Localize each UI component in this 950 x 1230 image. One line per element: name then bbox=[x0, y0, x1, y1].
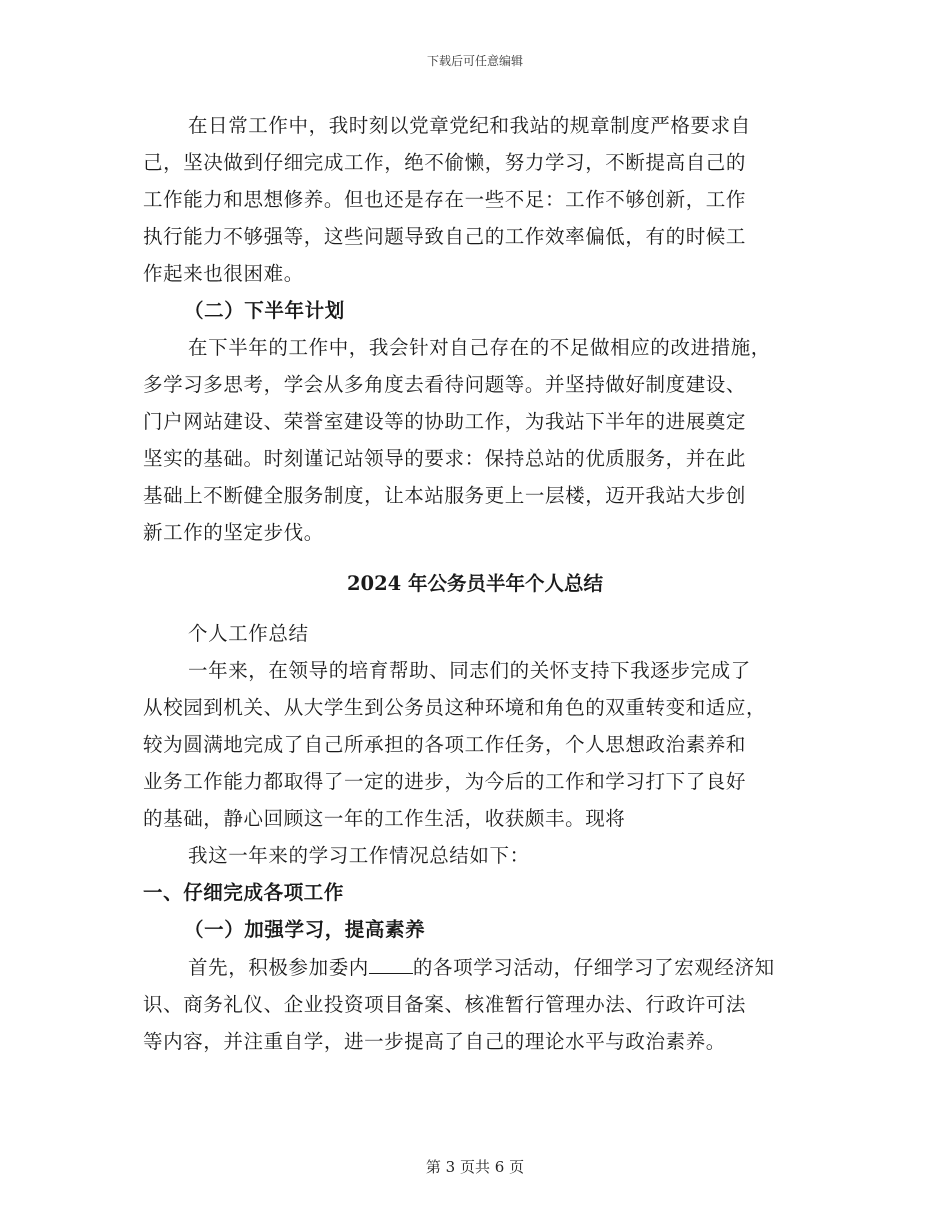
paragraph-line: 我这一年来的学习工作情况总结如下： bbox=[188, 844, 530, 867]
page-footer: 第 3 页共 6 页 bbox=[425, 1158, 525, 1176]
paragraph-line: 业务工作能力都取得了一定的进步，为今后的工作和学习打下了良好 bbox=[143, 770, 747, 793]
text-segment: 首先，积极参加委内 bbox=[188, 956, 369, 979]
subtitle: 个人工作总结 bbox=[188, 622, 309, 645]
paragraph-line: 较为圆满地完成了自己所承担的各项工作任务，个人思想政治素养和 bbox=[143, 733, 747, 756]
section-heading-1: 一、仔细完成各项工作 bbox=[143, 881, 345, 904]
blank-underline bbox=[369, 955, 413, 974]
paragraph-line: 等内容，并注重自学，进一步提高了自己的理论水平与政治素养。 bbox=[143, 1030, 726, 1053]
text-segment: 的各项学习活动，仔细学习了宏观经济知 bbox=[412, 956, 775, 979]
paragraph-line: 的基础，静心回顾这一年的工作生活，收获颇丰。现将 bbox=[143, 807, 626, 830]
paragraph-line: 一年来，在领导的培育帮助、同志们的关怀支持下我逐步完成了 bbox=[188, 659, 751, 682]
paragraph-line: 作起来也很困难。 bbox=[143, 262, 304, 285]
page-header: 下载后可任意编辑 bbox=[426, 54, 523, 68]
paragraph-line: 执行能力不够强等，这些问题导致自己的工作效率偏低，有的时候工 bbox=[143, 225, 747, 248]
paragraph-line: 工作能力和思想修养。但也还是存在一些不足：工作不够创新，工作 bbox=[143, 188, 747, 211]
paragraph-line: 新工作的坚定步伐。 bbox=[143, 521, 324, 544]
paragraph-line: 基础上不断健全服务制度，让本站服务更上一层楼，迈开我站大步创 bbox=[143, 484, 747, 507]
section-heading-1-1: （一）加强学习，提高素养 bbox=[184, 918, 426, 941]
paragraph-line: 坚实的基础。时刻谨记站领导的要求：保持总站的优质服务，并在此 bbox=[143, 447, 747, 470]
paragraph-line: 从校园到机关、从大学生到公务员这种环境和角色的双重转变和适应， bbox=[143, 696, 767, 719]
paragraph-line: 多学习多思考，学会从多角度去看待问题等。并坚持做好制度建设、 bbox=[143, 373, 747, 396]
paragraph-line bbox=[188, 955, 868, 981]
document-title: 2024 年公务员半年个人总结 bbox=[346, 572, 604, 595]
paragraph-line: 己，坚决做到仔细完成工作，绝不偷懒，努力学习，不断提高自己的 bbox=[143, 151, 747, 174]
paragraph-line: 识、商务礼仪、企业投资项目备案、核准暂行管理办法、行政许可法 bbox=[143, 993, 747, 1016]
paragraph-line: 门户网站建设、荣誉室建设等的协助工作，为我站下半年的进展奠定 bbox=[143, 410, 747, 433]
paragraph-line: 在下半年的工作中，我会针对自己存在的不足做相应的改进措施， bbox=[188, 336, 771, 359]
section-heading-plan: （二）下半年计划 bbox=[184, 299, 345, 322]
paragraph-line: 在日常工作中，我时刻以党章党纪和我站的规章制度严格要求自 bbox=[188, 114, 751, 137]
